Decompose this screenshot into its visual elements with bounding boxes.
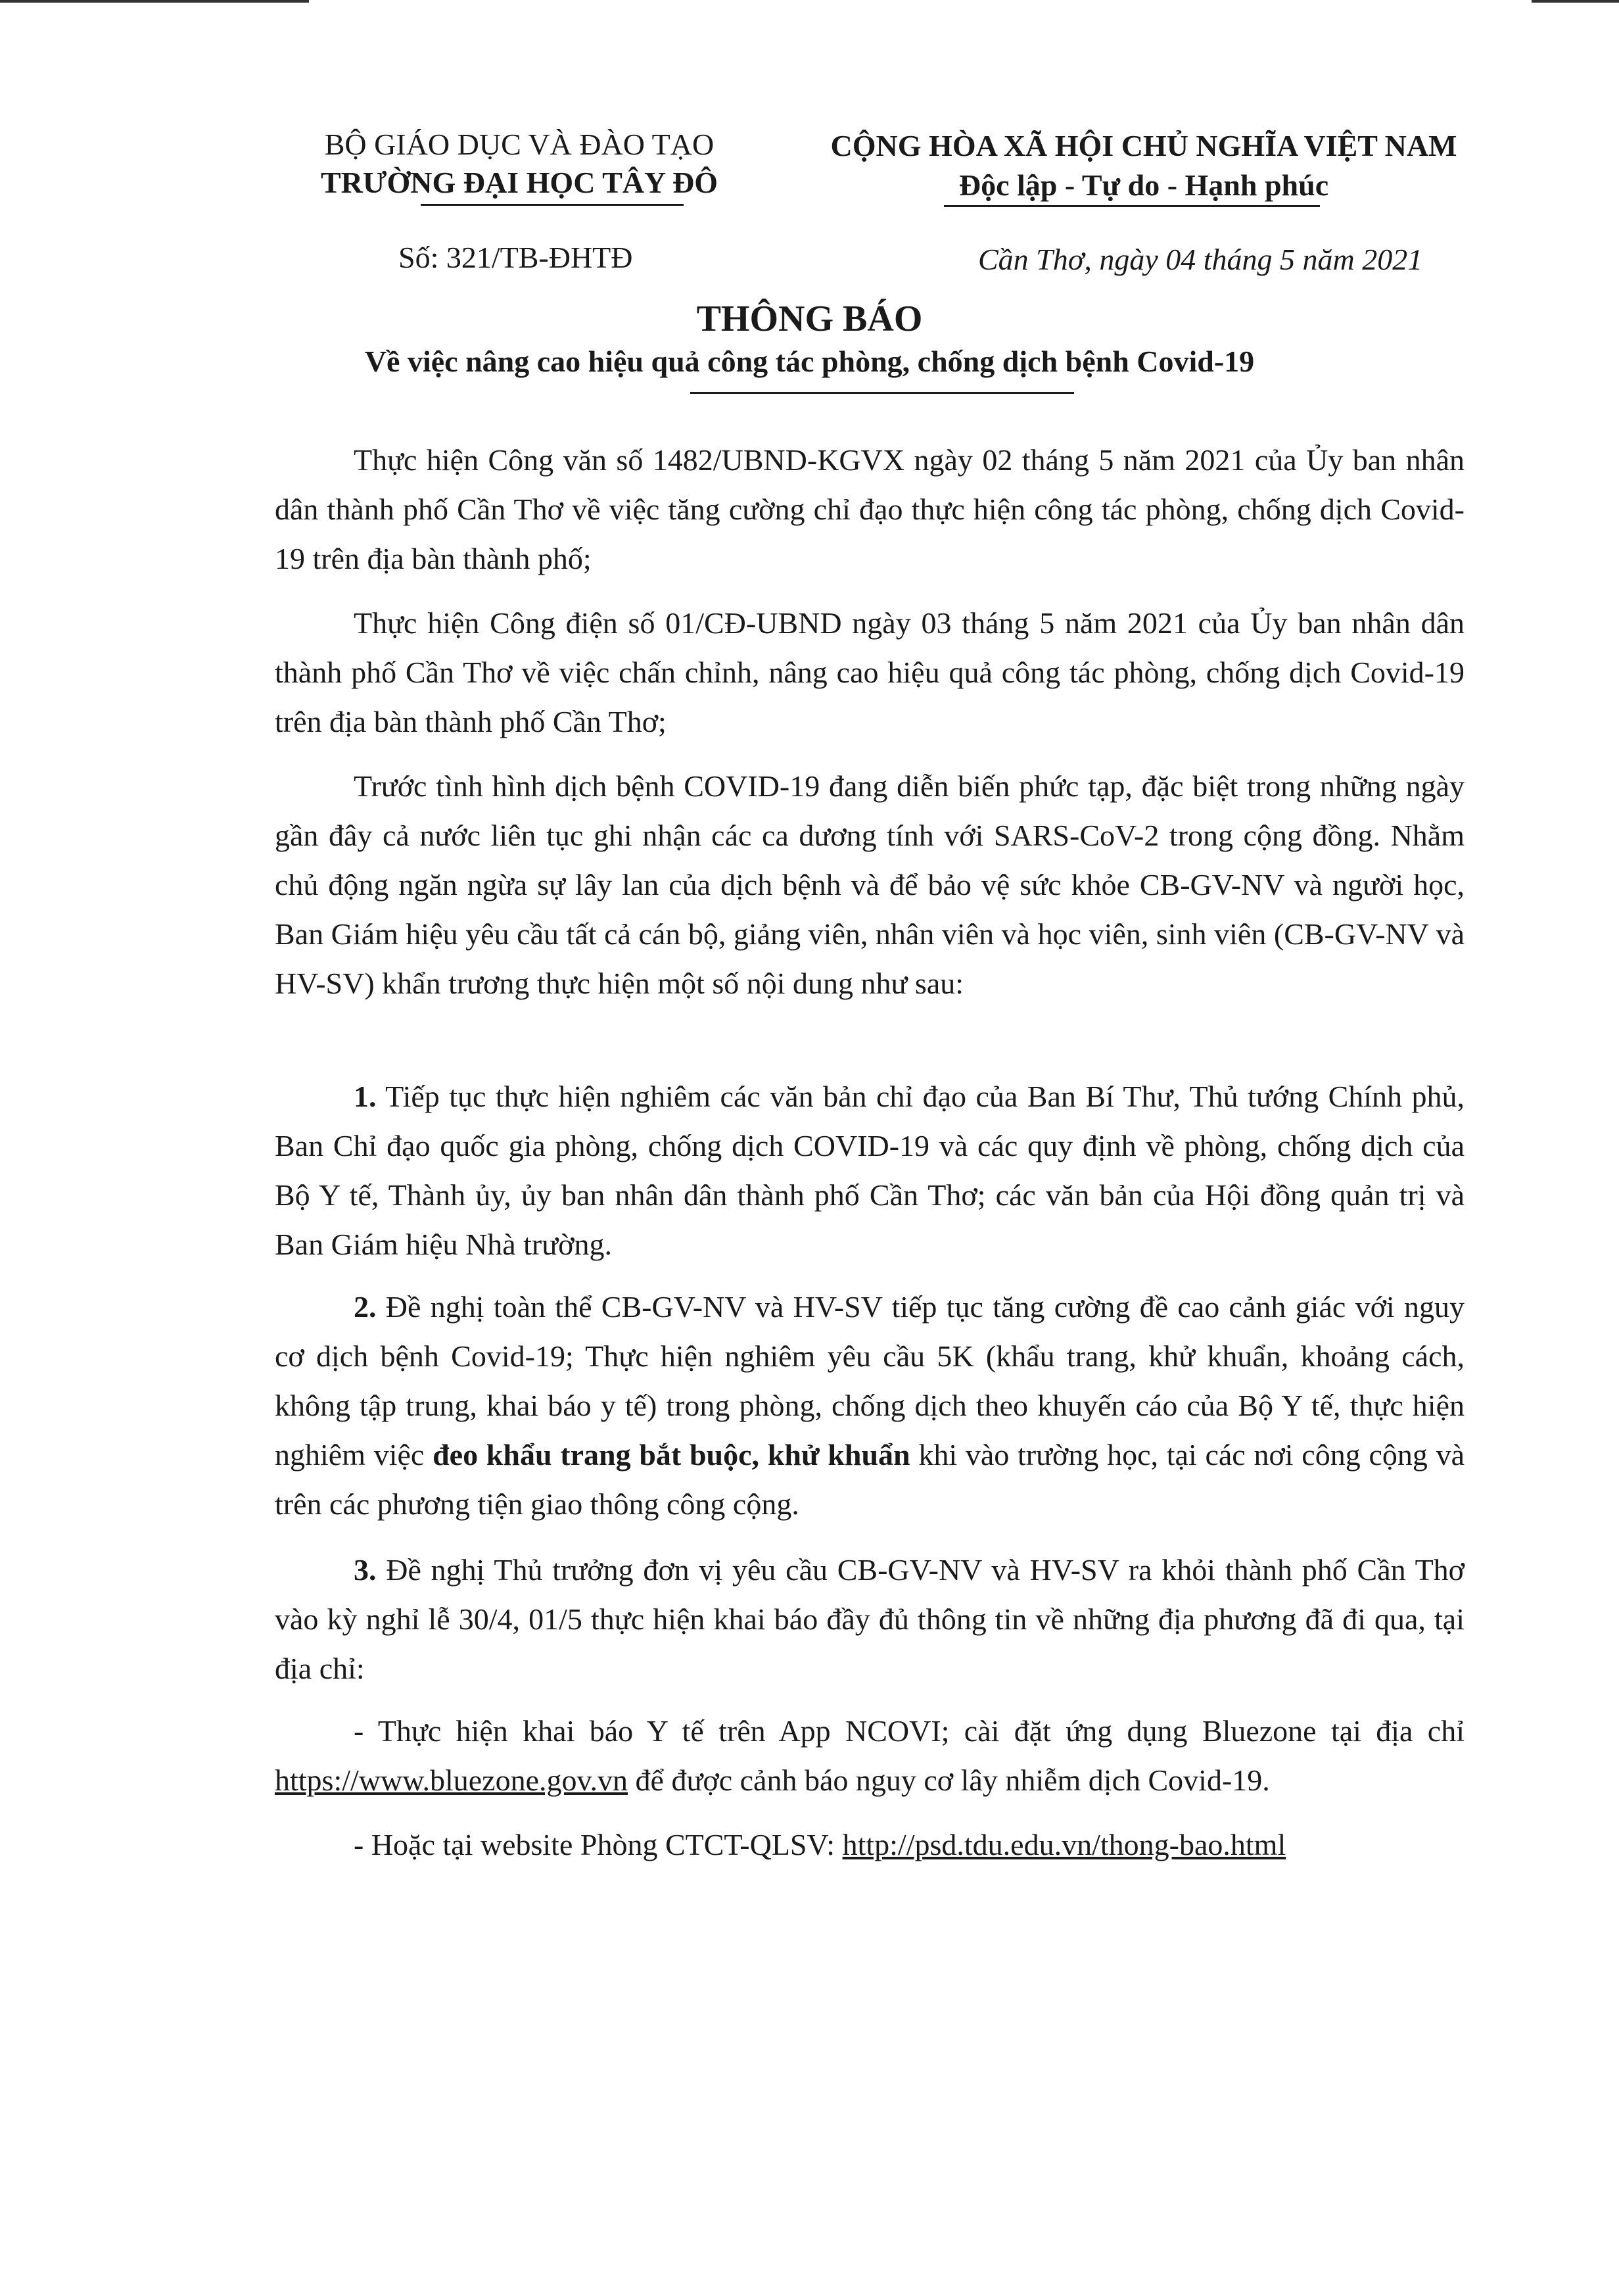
- dash-item-2: [275, 1820, 1465, 1869]
- national-motto: Độc lập - Tự do - Hạnh phúc: [958, 168, 1329, 202]
- document-number: Số: 321/TB-ĐHTĐ: [398, 241, 633, 274]
- ministry-name: BỘ GIÁO DỤC VÀ ĐÀO TẠO: [324, 128, 715, 161]
- place-date: Cần Thơ, ngày 04 tháng 5 năm 2021: [978, 243, 1423, 276]
- item-3: [275, 1545, 1465, 1693]
- document-title: THÔNG BÁO: [696, 299, 923, 339]
- item-2-text-b: khi vào trường học, tại các nơi công cộng và trên các phương tiện giao thông công cộng.: [275, 1438, 1465, 1521]
- scan-edge-mark: [0, 0, 309, 3]
- item-2-text-a: Đề nghị toàn thể CB-GV-NV và HV-SV tiếp tục tăng cường đề cao cảnh giác với nguy cơ dịch bệnh Covid-19; Thực hiện nghiêm yêu cầu 5K (khẩu trang, khử khuẩn, khoảng cách, không tập trung, khai báo y tế) trong phòng, chống dịch theo khuyến cáo của Bộ Y tế, thực hiện nghiêm việc: [275, 1290, 1465, 1471]
- item-1-number: 1.: [354, 1080, 377, 1113]
- motto-underline: [944, 205, 1320, 207]
- dash-item-1: [275, 1706, 1465, 1805]
- item-2-number: 2.: [354, 1290, 377, 1324]
- item-3-text: Đề nghị Thủ trưởng đơn vị yêu cầu CB-GV-NV và HV-SV ra khỏi thành phố Cần Thơ vào kỳ nghỉ lễ 30/4, 01/5 thực hiện khai báo đầy đủ thông tin về những địa phương đã đi qua, tại địa chỉ:: [275, 1553, 1465, 1685]
- document-subtitle: Về việc nâng cao hiệu quả công tác phòng, chống dịch bệnh Covid-19: [364, 345, 1255, 378]
- scan-edge-mark: [1532, 0, 1619, 3]
- item-2: [275, 1282, 1465, 1529]
- dash-item-1-text-a: - Thực hiện khai báo Y tế trên App NCOVI; cài đặt ứng dụng Bluezone tại địa chỉ: [354, 1714, 1465, 1748]
- dash-item-2-text-a: - Hoặc tại website Phòng CTCT-QLSV:: [354, 1828, 843, 1861]
- paragraph-1: Thực hiện Công văn số 1482/UBND-KGVX ngày 02 tháng 5 năm 2021 của Ủy ban nhân dân thành phố Cần Thơ về việc tăng cường chỉ đạo thực hiện công tác phòng, chống dịch Covid-19 trên địa bàn thành phố;: [275, 443, 1465, 575]
- paragraph-2: Thực hiện Công điện số 01/CĐ-UBND ngày 03 tháng 5 năm 2021 của Ủy ban nhân dân thành phố Cần Thơ về việc chấn chỉnh, nâng cao hiệu quả công tác phòng, chống dịch Covid-19 trên địa bàn thành phố Cần Thơ;: [275, 606, 1465, 738]
- bluezone-link[interactable]: https://www.bluezone.gov.vn: [275, 1763, 628, 1797]
- item-2-bold-text: đeo khẩu trang bắt buộc, khử khuẩn: [433, 1438, 910, 1471]
- item-3-number: 3.: [354, 1553, 377, 1587]
- university-name: TRƯỜNG ĐẠI HỌC TÂY ĐÔ: [321, 166, 718, 199]
- dash-item-1-text-b: để được cảnh báo nguy cơ lây nhiễm dịch Covid-19.: [628, 1763, 1270, 1797]
- paragraph-3: Trước tình hình dịch bệnh COVID-19 đang diễn biến phức tạp, đặc biệt trong những ngày gần đây cả nước liên tục ghi nhận các ca dương tính với SARS-CoV-2 trong cộng đồng. Nhằm chủ động ngăn ngừa sự lây lan của dịch bệnh và để bảo vệ sức khỏe CB-GV-NV và người học, Ban Giám hiệu yêu cầu tất cả cán bộ, giảng viên, nhân viên và học viên, sinh viên (CB-GV-NV và HV-SV) khẩn trương thực hiện một số nội dung như sau:: [275, 769, 1465, 1000]
- country-name: CỘNG HÒA XÃ HỘI CHỦ NGHĨA VIỆT NAM: [830, 129, 1457, 162]
- university-underline: [421, 204, 684, 206]
- psd-website-link[interactable]: http://psd.tdu.edu.vn/thong-bao.html: [842, 1828, 1286, 1861]
- subtitle-underline: [690, 392, 1074, 394]
- item-1-text: Tiếp tục thực hiện nghiêm các văn bản chỉ đạo của Ban Bí Thư, Thủ tướng Chính phủ, Ban Chỉ đạo quốc gia phòng, chống dịch COVID-19 và các quy định về phòng, chống dịch của Bộ Y tế, Thành ủy, ủy ban nhân dân thành phố Cần Thơ; các văn bản của Hội đồng quản trị và Ban Giám hiệu Nhà trường.: [275, 1080, 1465, 1261]
- item-1: [275, 1072, 1465, 1269]
